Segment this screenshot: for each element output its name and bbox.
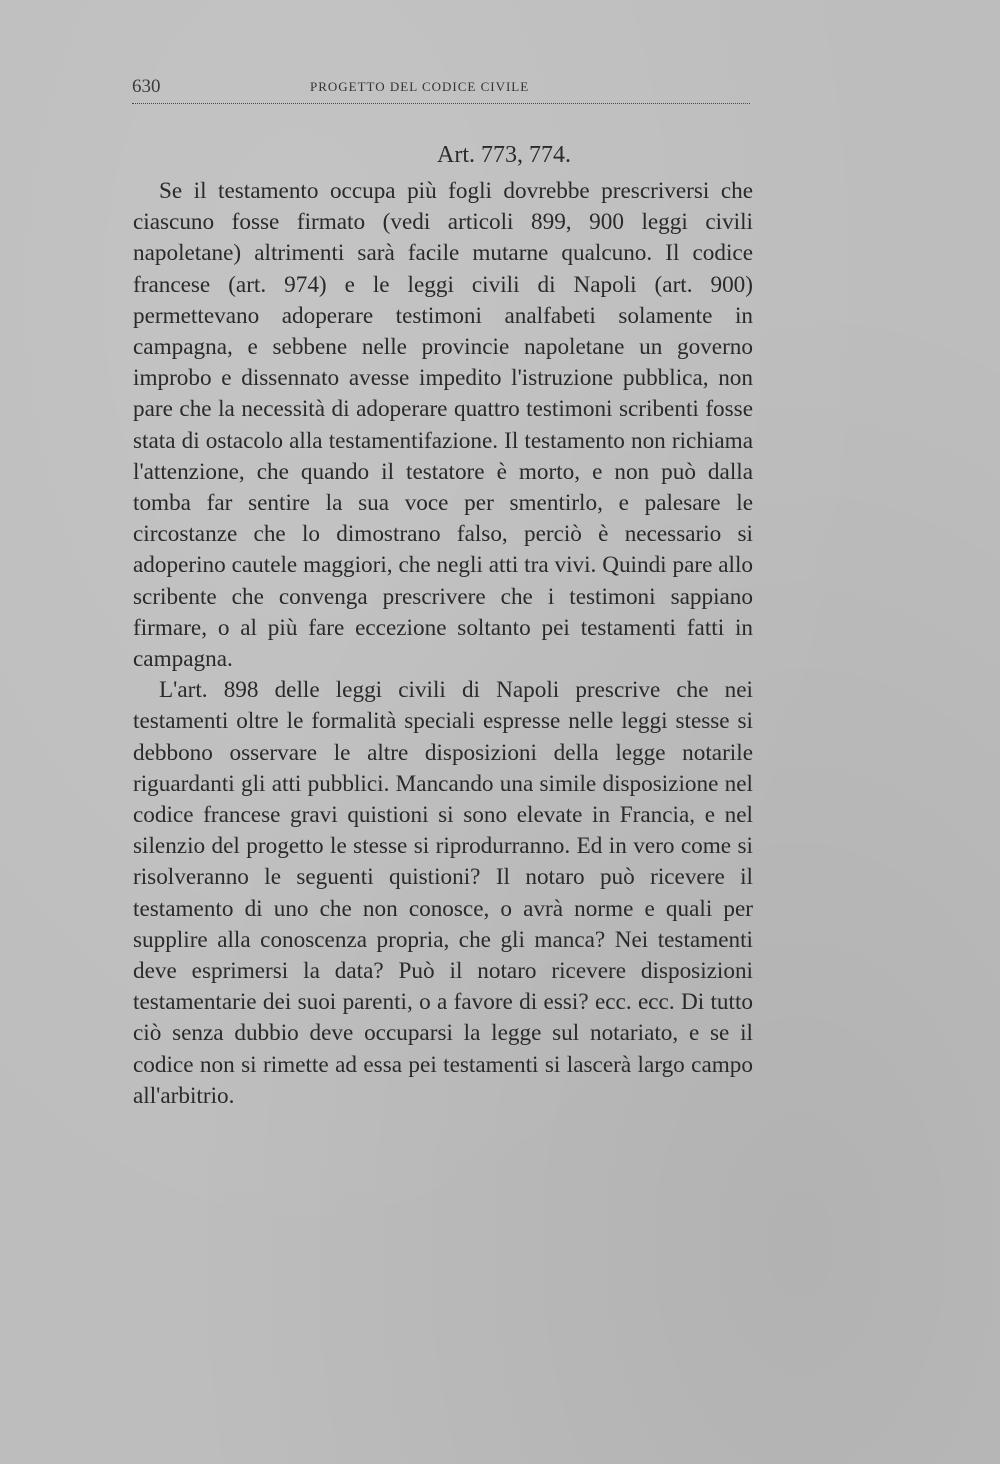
body-text <box>133 176 753 1112</box>
running-title: PROGETTO DEL CODICE CIVILE <box>310 79 530 94</box>
paragraph-2: L'art. 898 delle leggi civili di Napoli prescrive che nei testamenti oltre le formalità speciali espresse nelle leggi stesse si debbono osservare le altre disposizioni della legge notarile riguardanti gli atti pubblici. Mancando una simile disposizione nel codice francese gravi quistioni si sono elevate in Francia, e nel silenzio del progetto le stesse si riprodurranno. Ed in vero come si risolveranno le seguenti quistioni? Il notaro può ricevere il testamento di uno che non conosce, o avrà norme e quali per supplire alla conoscenza propria, che gli manca? Nei testamenti deve esprimersi la data? Può il notaro ricevere disposizioni testamentarie dei suoi parenti, o a favore di essi? ecc. ecc. Di tutto ciò senza dubbio deve occuparsi la legge sul notariato, e se il codice non si rimette ad essa pei testamenti si lascerà largo campo all'arbitrio. <box>133 677 753 1109</box>
page-header <box>132 76 752 104</box>
page-number: 630 <box>132 76 161 97</box>
article-heading <box>0 142 1000 169</box>
header-rule <box>132 103 750 104</box>
paragraph-1: Se il testamento occupa più fogli dovrebbe prescriversi che ciascuno fosse firmato (vedi articoli 899, 900 leggi civili napoletane) altrimenti sarà facile mutarne qualcuno. Il codice francese (art. 974) e le leggi civili di Napoli (art. 900) permettevano adoperare testimoni analfabeti solamente in campagna, e sebbene nelle provincie napoletane un governo improbo e dissennato avesse impedito l'istruzione pubblica, non pare che la necessità di adoperare quattro testimoni scribenti fosse stata di ostacolo alla testamentifazione. Il testamento non richiama l'attenzione, che quando il testatore è morto, e non può dalla tomba far sentire la sua voce per smentirlo, e palesare le circostanze che lo dimostrano falso, perciò è necessario si adoperino cautele maggiori, che negli atti tra vivi. Quindi pare allo scribente che convenga prescrivere che i testimoni sappiano firmare, o al più fare eccezione soltanto pei testamenti fatti in campagna. <box>133 178 753 673</box>
article-heading-text: Art. 773, 774. <box>437 142 571 168</box>
